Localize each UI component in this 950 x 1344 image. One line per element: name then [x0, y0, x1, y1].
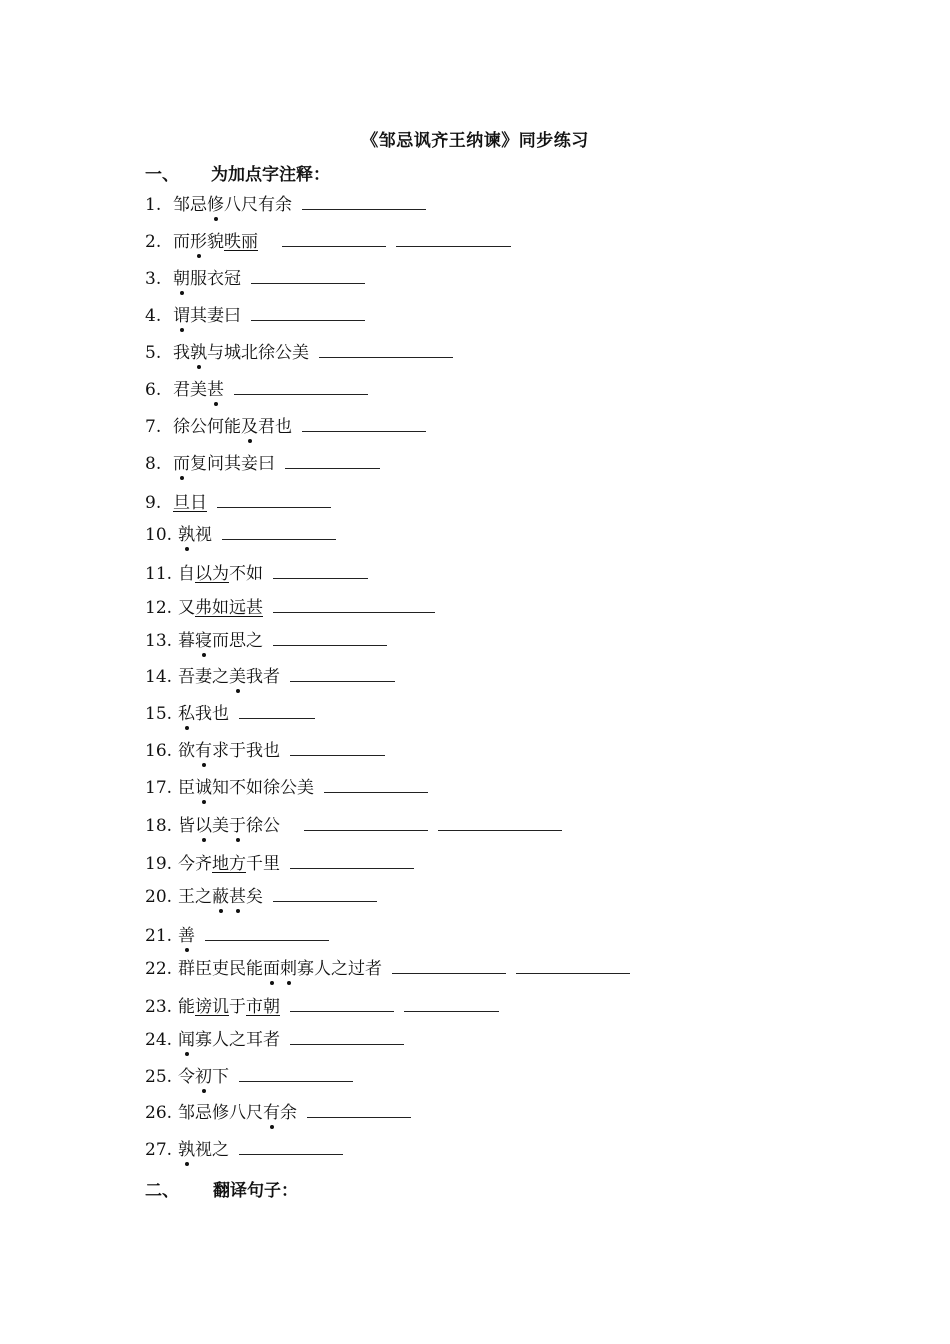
exercise-item	[145, 339, 453, 363]
item-number: 6.	[145, 380, 162, 400]
exercise-item	[145, 450, 380, 474]
underlined-word: 以为	[195, 564, 229, 584]
item-number: 10.	[145, 525, 173, 545]
item-phrase	[173, 195, 292, 215]
item-number: 12.	[145, 598, 173, 618]
exercise-item	[145, 594, 435, 618]
item-number: 23.	[145, 997, 173, 1017]
answer-blank[interactable]	[396, 228, 511, 247]
item-number: 5.	[145, 343, 162, 363]
exercise-item	[145, 663, 395, 687]
phrase-text: 徐公	[246, 816, 280, 836]
phrase-text: 视之	[195, 1140, 229, 1160]
answer-blank[interactable]	[307, 1099, 411, 1118]
phrase-text: 今齐	[178, 854, 212, 874]
item-number: 22.	[145, 959, 173, 979]
exercise-item	[145, 922, 329, 946]
phrase-text: 皆	[178, 816, 195, 836]
item-phrase	[178, 926, 195, 946]
phrase-text: 不如	[229, 564, 263, 584]
phrase-text: 自	[178, 564, 195, 584]
answer-blank[interactable]	[285, 450, 380, 469]
item-phrase	[178, 631, 263, 651]
exercise-item	[145, 850, 414, 874]
item-phrase	[178, 1067, 229, 1087]
dotted-character: 而	[173, 454, 190, 474]
item-phrase	[178, 997, 280, 1017]
dotted-character: 孰	[178, 525, 195, 545]
item-phrase	[178, 816, 280, 836]
phrase-text: 于	[229, 997, 246, 1017]
dotted-character: 甚	[207, 380, 224, 400]
item-phrase	[178, 525, 212, 545]
exercise-item	[145, 191, 426, 215]
item-number: 4.	[145, 306, 162, 326]
item-phrase	[178, 959, 382, 979]
phrase-text: 貌	[207, 232, 224, 252]
section-1-number: 一、	[145, 165, 179, 185]
answer-blank[interactable]	[217, 489, 331, 508]
item-phrase	[173, 232, 258, 252]
item-number: 11.	[145, 564, 173, 584]
item-phrase	[178, 854, 280, 874]
item-number: 2.	[145, 232, 162, 252]
exercise-item	[145, 302, 365, 326]
exercise-item	[145, 1063, 353, 1087]
item-number: 3.	[145, 269, 162, 289]
exercise-item	[145, 774, 428, 798]
exercise-item	[145, 413, 426, 437]
answer-blank[interactable]	[239, 1136, 343, 1155]
phrase-text: 王之	[178, 887, 212, 907]
item-phrase	[178, 564, 263, 584]
phrase-text: 余	[280, 1103, 297, 1123]
phrase-text: 下	[212, 1067, 229, 1087]
item-number: 7.	[145, 417, 162, 437]
dotted-character: 刺	[280, 959, 297, 979]
phrase-text: 视	[195, 525, 212, 545]
exercise-item	[145, 955, 630, 979]
item-phrase	[173, 493, 207, 513]
answer-blank[interactable]	[239, 700, 315, 719]
item-phrase	[178, 704, 229, 724]
dotted-character: 孰	[178, 1140, 195, 1160]
item-number: 24.	[145, 1030, 173, 1050]
item-number: 26.	[145, 1103, 173, 1123]
answer-blank[interactable]	[205, 922, 329, 941]
underlined-word: 旦日	[173, 493, 207, 513]
dotted-character: 朝	[173, 269, 190, 289]
phrase-text: 寡人之过者	[297, 959, 382, 979]
phrase-text: 而	[173, 232, 190, 252]
answer-blank[interactable]	[438, 812, 562, 831]
dotted-character: 修	[207, 195, 224, 215]
answer-blank[interactable]	[273, 883, 377, 902]
answer-blank[interactable]	[290, 993, 394, 1012]
item-phrase	[173, 306, 241, 326]
underlined-word: 昳丽	[224, 232, 258, 252]
item-phrase	[178, 598, 263, 618]
item-number: 8.	[145, 454, 162, 474]
answer-blank[interactable]	[239, 1063, 353, 1082]
phrase-text: 与城北徐公美	[207, 343, 309, 363]
item-phrase	[178, 778, 314, 798]
phrase-text: 邹忌修八尺	[178, 1103, 263, 1123]
phrase-text: 能	[178, 997, 195, 1017]
section-2-number: 二、	[145, 1181, 179, 1201]
phrase-text: 令	[178, 1067, 195, 1087]
item-number: 18.	[145, 816, 173, 836]
phrase-text: 复问其妾曰	[190, 454, 275, 474]
exercise-item	[145, 1026, 404, 1050]
item-phrase	[173, 380, 224, 400]
answer-blank[interactable]	[273, 627, 387, 646]
item-phrase	[173, 269, 241, 289]
section-2-heading	[145, 1176, 298, 1201]
phrase-text: 我者	[246, 667, 280, 687]
item-number: 16.	[145, 741, 173, 761]
exercise-item	[145, 700, 315, 724]
phrase-text: 徐公何能	[173, 417, 241, 437]
dotted-character: 诚	[195, 778, 212, 798]
item-number: 17.	[145, 778, 173, 798]
exercise-item	[145, 1099, 411, 1123]
phrase-text: 求于我也	[212, 741, 280, 761]
section-1-label: 为加点字注释：	[211, 165, 330, 185]
answer-blank[interactable]	[404, 993, 499, 1012]
exercise-item	[145, 265, 365, 289]
item-number: 15.	[145, 704, 173, 724]
dotted-character: 谓	[173, 306, 190, 326]
phrase-text: 群臣吏民能	[178, 959, 263, 979]
answer-blank[interactable]	[290, 850, 414, 869]
answer-blank[interactable]	[290, 737, 385, 756]
item-number: 9.	[145, 493, 162, 513]
phrase-text: 欲	[178, 741, 195, 761]
phrase-text: 知不如徐公美	[212, 778, 314, 798]
section-1-heading	[145, 160, 330, 185]
answer-blank[interactable]	[302, 413, 426, 432]
answer-blank[interactable]	[392, 955, 506, 974]
phrase-text: 暮	[178, 631, 195, 651]
item-phrase	[178, 741, 280, 761]
item-phrase	[173, 343, 309, 363]
item-phrase	[178, 1140, 229, 1160]
exercise-item	[145, 521, 336, 545]
dotted-character: 善	[178, 926, 195, 946]
dotted-character: 及	[241, 417, 258, 437]
phrase-text: 我也	[195, 704, 229, 724]
exercise-item	[145, 560, 368, 584]
dotted-character: 于	[229, 816, 246, 836]
dotted-character: 形	[190, 232, 207, 252]
exercise-item	[145, 228, 511, 252]
answer-blank[interactable]	[304, 812, 428, 831]
dotted-character: 私	[178, 704, 195, 724]
answer-blank[interactable]	[516, 955, 630, 974]
item-phrase	[178, 1103, 297, 1123]
dotted-character: 美	[229, 667, 246, 687]
phrase-text: 君美	[173, 380, 207, 400]
answer-blank[interactable]	[290, 1026, 404, 1045]
dotted-character: 有	[263, 1103, 280, 1123]
dotted-character: 以	[195, 816, 212, 836]
answer-blank[interactable]	[251, 302, 365, 321]
underlined-word: 市朝	[246, 997, 280, 1017]
phrase-text: 矣	[246, 887, 263, 907]
phrase-text: 其妻曰	[190, 306, 241, 326]
phrase-text: 八尺有余	[224, 195, 292, 215]
item-number: 1.	[145, 195, 162, 215]
item-number: 19.	[145, 854, 173, 874]
exercise-item	[145, 627, 387, 651]
phrase-text: 又	[178, 598, 195, 618]
item-number: 21.	[145, 926, 173, 946]
exercise-item	[145, 1136, 343, 1160]
answer-blank[interactable]	[290, 663, 395, 682]
section-2-label: 翻译句子：	[213, 1181, 298, 1201]
item-number: 13.	[145, 631, 173, 651]
item-number: 27.	[145, 1140, 173, 1160]
underlined-word: 谤讥	[195, 997, 229, 1017]
dotted-character: 寝	[195, 631, 212, 651]
answer-blank[interactable]	[302, 191, 426, 210]
answer-blank[interactable]	[324, 774, 428, 793]
exercise-item	[145, 883, 377, 907]
item-phrase	[178, 887, 263, 907]
answer-blank[interactable]	[273, 560, 368, 579]
exercise-item	[145, 376, 368, 400]
page-title: 《邹忌讽齐王纳谏》同步练习	[361, 131, 589, 151]
item-phrase	[173, 454, 275, 474]
phrase-text: 我	[173, 343, 190, 363]
item-number: 20.	[145, 887, 173, 907]
dotted-character: 孰	[190, 343, 207, 363]
underlined-word: 地方	[212, 854, 246, 874]
dotted-character: 面	[263, 959, 280, 979]
exercise-item	[145, 489, 331, 513]
answer-blank[interactable]	[319, 339, 453, 358]
phrase-text: 而思之	[212, 631, 263, 651]
answer-blank[interactable]	[282, 228, 386, 247]
answer-blank[interactable]	[234, 376, 368, 395]
item-phrase	[173, 417, 292, 437]
phrase-text: 臣	[178, 778, 195, 798]
dotted-character: 有	[195, 741, 212, 761]
dotted-character: 甚	[229, 887, 246, 907]
dotted-character: 蔽	[212, 887, 229, 907]
phrase-text: 吾妻之	[178, 667, 229, 687]
dotted-character: 初	[195, 1067, 212, 1087]
underlined-word: 弗如远甚	[195, 598, 263, 618]
phrase-text: 寡人之耳者	[195, 1030, 280, 1050]
phrase-text: 千里	[246, 854, 280, 874]
dotted-character: 闻	[178, 1030, 195, 1050]
item-phrase	[178, 1030, 280, 1050]
answer-blank[interactable]	[273, 594, 435, 613]
phrase-text: 服衣冠	[190, 269, 241, 289]
item-number: 14.	[145, 667, 173, 687]
phrase-text: 邹忌	[173, 195, 207, 215]
answer-blank[interactable]	[251, 265, 365, 284]
exercise-item	[145, 737, 385, 761]
exercise-item	[145, 812, 562, 836]
phrase-text: 君也	[258, 417, 292, 437]
item-phrase	[178, 667, 280, 687]
exercise-item	[145, 993, 499, 1017]
answer-blank[interactable]	[222, 521, 336, 540]
item-number: 25.	[145, 1067, 173, 1087]
phrase-text: 美	[212, 816, 229, 836]
